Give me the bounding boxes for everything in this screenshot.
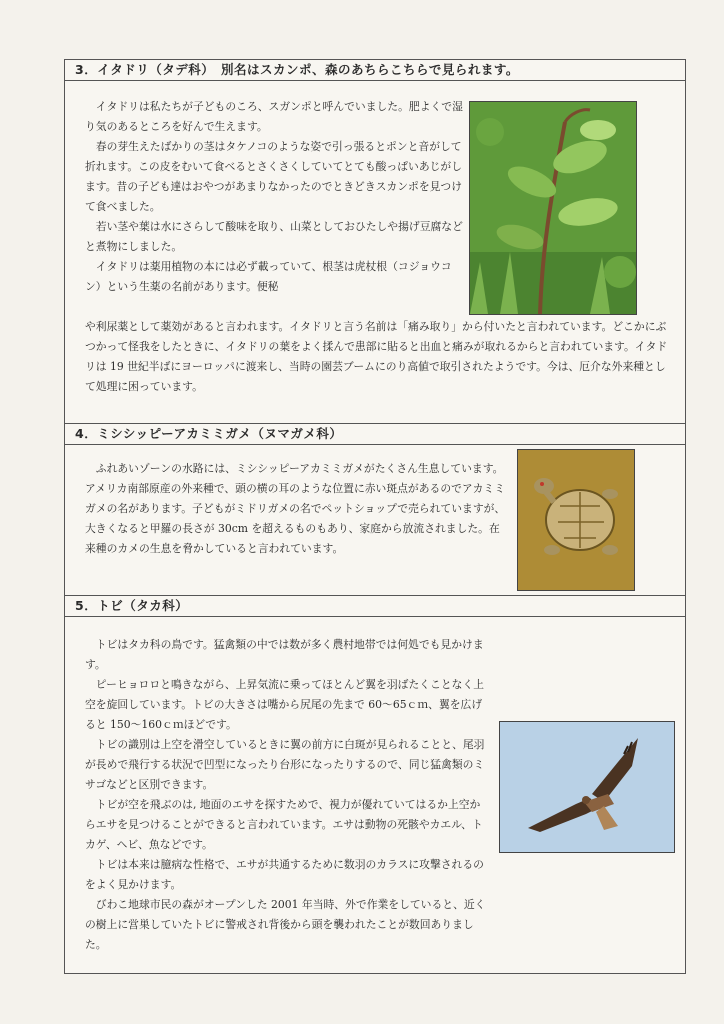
- kite-paragraph: トビが空を飛ぶのは, 地面のエサを探すためで、視力が優れていてはるか上空からエサを見つけることができると言われています。エサは動物の死骸やカエル、トカゲ、ヘビ、魚などです。: [85, 798, 483, 851]
- section-body-kite: [65, 617, 685, 973]
- kite-paragraph: びわこ地球市民の森がオープンした 2001 年当時、外で作業をしていると、近くの樹上に営巣していたトビに警戒され背後から頭を襲われたことが数回ありました。: [85, 898, 486, 951]
- document-page: [64, 59, 686, 974]
- section-body-itadori: [65, 81, 685, 424]
- itadori-photo: [469, 101, 637, 315]
- section-body-turtle: [65, 445, 685, 596]
- kite-paragraph: トビはタカ科の鳥です。猛禽類の中では数が多く農村地帯では何処でも見かけます。: [85, 638, 484, 671]
- itadori-text-wide: [85, 317, 671, 397]
- itadori-paragraph: 春の芽生えたばかりの茎はタケノコのような姿で引っ張るとポンと音がして折れます。この皮をむいて食べるとさくさくしていてとても酸っぱいあじがします。昔の子ども達はおやつがあまりなかったのでときどきスカンポを見つけて食べました。: [85, 140, 463, 213]
- section-heading-kite: 5．トビ（タカ科）: [65, 596, 685, 617]
- kite-photo: [499, 721, 675, 853]
- itadori-text: [85, 97, 463, 297]
- section-heading-turtle: 4．ミシシッピーアカミミガメ（ヌマガメ科）: [65, 424, 685, 445]
- section-heading-itadori: 3．イタドリ（タデ科） 別名はスカンポ、森のあちらこちらで見られます。: [65, 60, 685, 81]
- itadori-paragraph-wide: や利尿薬として薬効があると言われます。イタドリと言う名前は「痛み取り」から付いたと言われています。どこかにぶつかって怪我をしたときに、イタドリの葉をよく揉んで患部に貼ると出血と痛みが取れるからと言われています。イタドリは 19 世紀半ばにヨーロッパに渡来し、当時の園芸ブームにのり高値で取引されたようです。今は、厄介な外来種として処理に困っています。: [85, 320, 668, 393]
- itadori-paragraph: イタドリは薬用植物の本には必ず載っていて、根茎は虎杖根（コジョウコン）という生薬の名前があります。便秘: [85, 260, 452, 293]
- turtle-paragraph: ふれあいゾーンの水路には、ミシシッピーアカミミガメがたくさん生息しています。アメリカ南部原産の外来種で、頭の横の耳のような位置に赤い斑点があるのでアカミミガメの名があります。子どもがミドリガメの名でペットショップで売られていますが、大きくなると甲羅の長さが 30cm を超えるものもあり、家庭から放流されました。在来種のカメの生息を脅かしていると言われています。: [85, 462, 506, 555]
- itadori-plant-image: [470, 102, 636, 314]
- turtle-text: [85, 459, 509, 559]
- kite-paragraph: トビの識別は上空を滑空しているときに翼の前方に白斑が見られることと、尾羽が長めで飛行する状況で凹型になったり台形になったりするので、同じ猛禽類のミサゴなどと区別できます。: [85, 738, 485, 791]
- kite-paragraph: トビは本来は臆病な性格で、エサが共通するために数羽のカラスに攻撃されるのをよく見かけます。: [85, 858, 484, 891]
- kite-bird-image: [500, 722, 674, 852]
- kite-text: [85, 635, 489, 955]
- itadori-paragraph: 若い茎や葉は水にさらして酸味を取り、山菜としておひたしや揚げ豆腐などと煮物にしました。: [85, 220, 463, 253]
- turtle-image: [518, 450, 634, 590]
- itadori-paragraph: イタドリは私たちが子どものころ、スガンポと呼んでいました。肥よくで湿り気のあるところを好んで生えます。: [85, 100, 463, 133]
- turtle-photo: [517, 449, 635, 591]
- kite-paragraph: ピーヒョロロと鳴きながら、上昇気流に乗ってほとんど翼を羽ばたくことなく上空を旋回しています。トビの大きさは嘴から尻尾の先まで 60～65ｃｍ、翼を広げると 150～160ｃｍほどです。: [85, 678, 485, 731]
